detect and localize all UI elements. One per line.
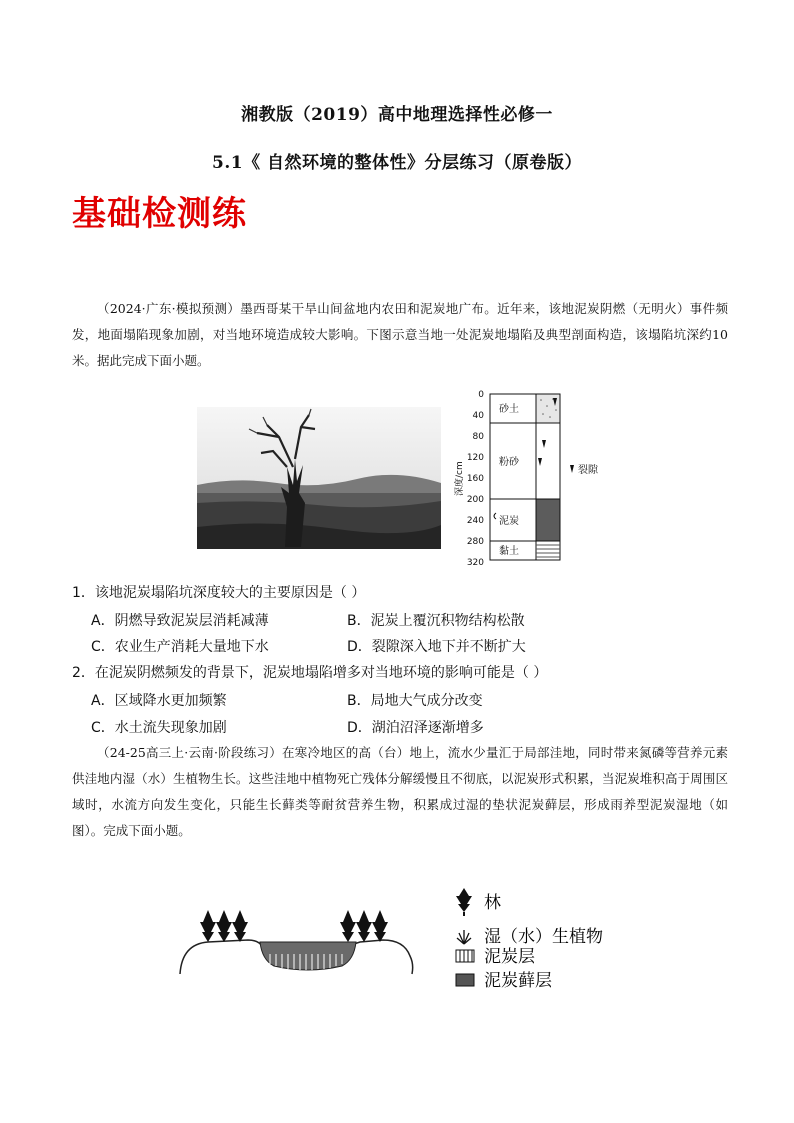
passage-2: （24-25高三上·云南·阶段练习）在寒冷地区的高（台）地上，流水少量汇于局部洼地，同时带来氮磷等营养元素供洼地内湿（水）生植物生长。这些洼地中植物死亡残体分解缓慢且不彻底，以泥炭形式积累，当泥炭堆积高于周围区域时，水流方向发生变化，只能生长藓类等耐贫营养生物，积累成过湿的垫状泥炭藓层，形成雨养型泥炭湿地（如图）。完成下面小题。 (72, 745, 728, 838)
passage-1: （2024·广东·模拟预测）墨西哥某干旱山间盆地内农田和泥炭地广布。近年来，该地泥炭阴燃（无明火）事件频发，地面塌陷现象加剧，对当地环境造成较大影响。下图示意当地一处泥炭地塌陷及典型剖面构造，该塌陷坑深约10米。据此完成下面小题。 (72, 301, 728, 368)
tree-icon (456, 888, 472, 916)
q2-option-c[interactable]: C．水土流失现象加剧 (91, 720, 227, 736)
doc-title-line1: 湘教版（2019）高中地理选择性必修一 (241, 105, 553, 125)
layer-label: 泥炭 (499, 516, 519, 527)
depth-tick: 320 (466, 558, 484, 568)
legend-peat-label: 泥炭层 (484, 947, 535, 967)
q2-option-b[interactable]: B．局地大气成分改变 (347, 693, 483, 709)
layer-label: 砂土 (499, 404, 519, 415)
collapse-photo (197, 407, 441, 549)
depth-tick: 0 (478, 390, 484, 400)
depth-tick: 200 (466, 495, 484, 505)
question-1-stem: 1．该地泥炭塌陷坑深度较大的主要原因是（ ） (72, 585, 366, 601)
wetland-cross-section (178, 882, 428, 992)
doc-title-line2: 5.1《 自然环境的整体性》分层练习（原卷版） (212, 153, 582, 173)
q2-option-d[interactable]: D．湖泊沼泽逐渐增多 (347, 720, 484, 736)
q2-option-a[interactable]: A．区域降水更加频繁 (91, 693, 227, 709)
wetland-legend (452, 888, 652, 998)
section-title: 基础检测练 (72, 194, 247, 234)
peat-moss-swatch (456, 974, 474, 986)
q1-option-a[interactable]: A．阴燃导致泥炭层消耗减薄 (91, 613, 269, 629)
layer-label: 粉砂 (499, 457, 519, 468)
legend-forest-label: 林 (484, 893, 501, 913)
layer-label: 黏土 (499, 546, 519, 557)
wet-plant-icon (457, 930, 471, 944)
crack-legend-icon (570, 465, 574, 473)
soil-profile-figure (440, 386, 630, 572)
depth-tick: 240 (466, 516, 484, 526)
peat-layer-swatch (456, 950, 474, 962)
q1-option-b[interactable]: B．泥炭上覆沉积物结构松散 (347, 613, 525, 629)
q1-option-d[interactable]: D．裂隙深入地下并不断扩大 (347, 639, 526, 655)
legend-wet-plant-label: 湿（水）生植物 (484, 927, 603, 947)
depth-axis-label: 深度/cm (455, 461, 465, 496)
crack-legend-label: 裂隙 (578, 465, 598, 476)
depth-tick: 160 (466, 474, 484, 484)
depth-tick: 80 (472, 432, 484, 442)
depth-tick: 40 (472, 411, 484, 421)
depth-tick: 120 (466, 453, 484, 463)
depth-tick: 280 (466, 537, 484, 547)
q1-option-c[interactable]: C．农业生产消耗大量地下水 (91, 639, 269, 655)
legend-peat-moss-label: 泥炭藓层 (484, 971, 552, 991)
question-2-stem: 2．在泥炭阴燃频发的背景下，泥炭地塌陷增多对当地环境的影响可能是（ ） (72, 665, 548, 681)
